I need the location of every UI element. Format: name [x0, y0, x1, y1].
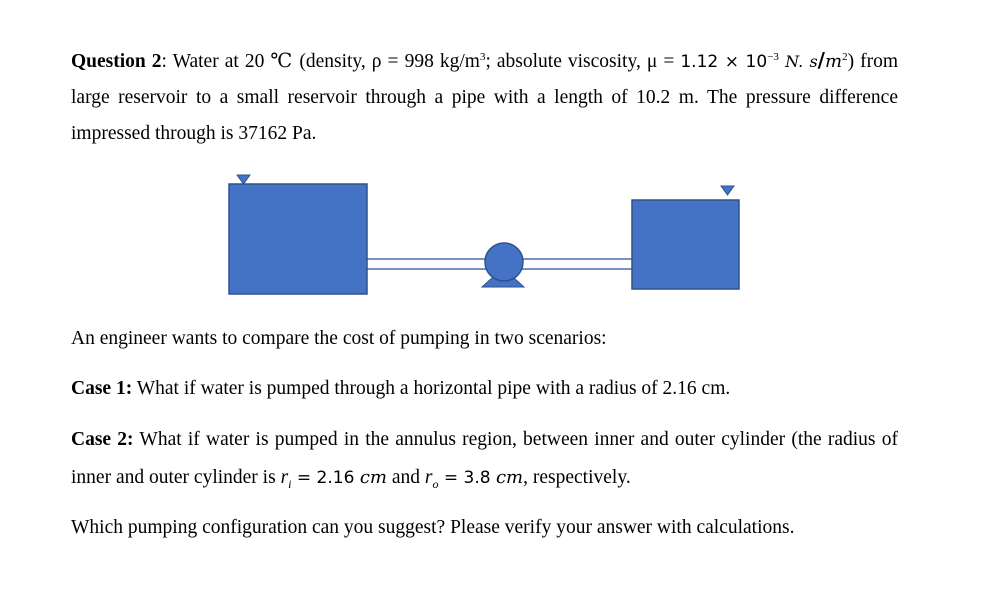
pipe-left [367, 259, 486, 269]
inner-radius-unit: cm [359, 467, 387, 488]
pump-icon [482, 243, 524, 287]
case2-text-b: , respectively. [523, 467, 631, 488]
question-label: Question 2 [71, 51, 162, 72]
case2-text-a: What if water is pumped in the annulus region, between inner and outer cylinder (the radius of inner and outer cylinder is [71, 429, 898, 488]
engineer-paragraph: An engineer wants to compare the cost of pumping in two scenarios: [71, 328, 607, 349]
water-level-marker-left [237, 175, 250, 184]
case2-label: Case 2: [71, 429, 134, 450]
outer-radius-subscript: o [432, 476, 439, 491]
viscosity-slash: / [817, 48, 825, 72]
question-intro-c: ) from large reservoir to a small reservoir through a pipe with a length of 10.2 m. The pressure difference impressed through is 37162 Pa. [71, 51, 898, 144]
case1-text: What if water is pumped through a horizontal pipe with a radius of 2.16 cm. [132, 378, 731, 399]
viscosity-exponent: −3 [767, 51, 779, 63]
large-reservoir [229, 184, 367, 294]
question-intro-b: ; absolute viscosity, μ = [485, 51, 681, 72]
question-intro-a: : Water at 20 ℃ (density, ρ = 998 kg/m [161, 51, 480, 72]
inner-radius-value: = 2.16 [291, 468, 360, 488]
inner-radius-symbol: r [280, 467, 289, 488]
viscosity-unit: N. s [778, 52, 818, 71]
outer-radius-value: = 3.8 [438, 468, 496, 488]
pipe-right [522, 259, 632, 269]
density-exponent: 3 [479, 51, 486, 63]
closing-paragraph: Which pumping configuration can you suggest? Please verify your answer with calculations. [71, 517, 795, 538]
small-reservoir [632, 200, 739, 289]
case2-and: and [386, 467, 425, 488]
viscosity-value: 1.12 × 10 [680, 52, 768, 72]
viscosity-unit-exponent: 2 [842, 51, 848, 63]
case2-paragraph [71, 421, 898, 503]
water-level-marker-right [721, 186, 734, 195]
outer-radius-symbol: r [424, 467, 433, 488]
case1-paragraph [71, 371, 730, 407]
viscosity-unit-m: m [824, 51, 843, 72]
inner-radius-subscript: i [288, 476, 292, 491]
case1-label: Case 1: [71, 378, 133, 399]
question-paragraph [71, 39, 898, 152]
outer-radius-unit: cm [495, 467, 524, 488]
